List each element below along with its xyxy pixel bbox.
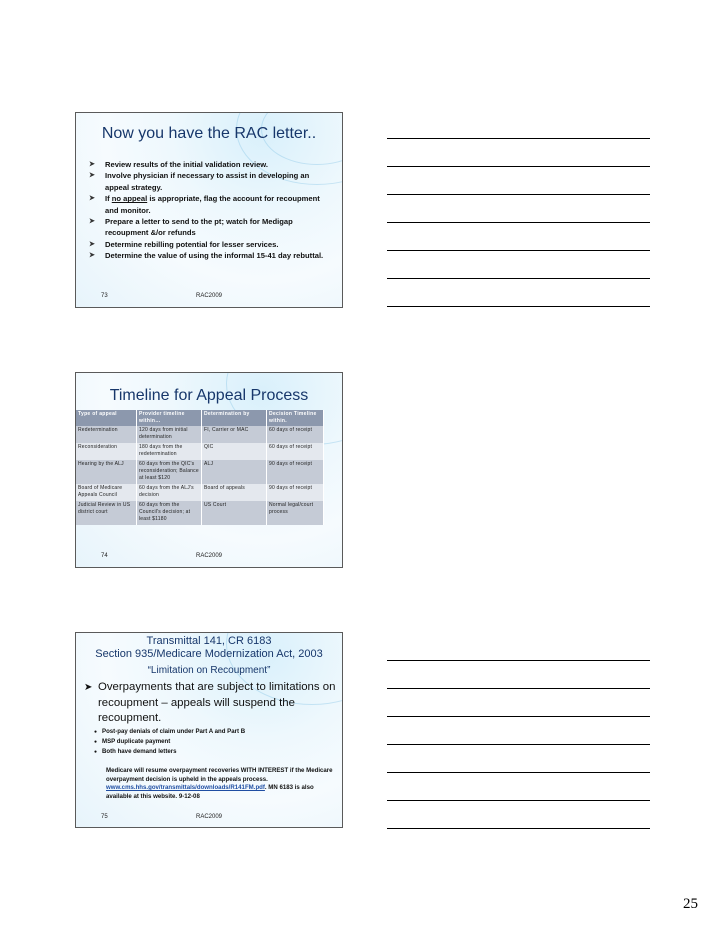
sub-bullet-list [94,727,245,757]
bullet-list [84,159,332,262]
table-cell: Reconsideration [76,443,137,460]
dot-bullet-icon: ● [94,739,98,745]
table-row [76,501,324,525]
table-row [76,484,324,501]
column-header: Determination by [202,410,267,426]
dot-bullet-icon: ● [94,749,98,755]
arrow-bullet-icon: ➤ [89,240,95,248]
arrow-bullet-icon: ➤ [89,172,95,180]
sub-bullet-item: ● MSP duplicate payment [94,738,171,745]
table-row [76,426,324,443]
recoupment-note: Medicare will resume overpayment recoveries WITH INTEREST if the Medicare overpayment decision is upheld in the appeals process. www.cms.hhs.gov/transmittals/downloads/R141FM.pdf. MN 6183 is also available at this website. 9-12-08 [106,767,333,800]
slide-footer: RAC2009 [195,814,222,820]
arrow-bullet-icon: ➤ [89,252,95,260]
table-cell: Board of appeals [202,484,267,501]
column-header: Decision Timeline within. [267,410,324,426]
arrow-bullet-icon: ➤ [89,218,95,226]
main-bullet: ➤ Overpayments that are subject to limitations on recoupment – appeals will suspend the recoupment. [84,681,336,724]
slide-73 [75,112,343,308]
transmittal-link[interactable]: www.cms.hhs.gov/transmittals/downloads/R141FM.pdf [106,784,265,791]
table-cell: 60 days of receipt [267,426,324,443]
bullet-item: ➤ Determine the value of using the informal 15-41 day rebuttal. [89,251,324,261]
slide-75 [75,632,343,828]
table-cell: Board of Medicare Appeals Council [76,484,137,501]
table-row [76,443,324,460]
table-cell: 60 days from the QIC's reconsideration; Balance at least $120 [137,460,202,484]
table-cell: FI, Carrier or MAC [202,426,267,443]
bullet-item: ➤ Involve physician if necessary to assist in developing an appeal strategy. [89,171,310,192]
slide-footer: RAC2009 [195,553,222,559]
table-cell: ALJ [202,460,267,484]
page-number: 25 [683,896,698,912]
table-cell: US Court [202,501,267,525]
bullet-item: ➤ If no appeal is appropriate, flag the account for recoupment and monitor. [89,194,320,215]
table-cell: 90 days of receipt [267,484,324,501]
table-cell: 180 days from the redetermination [137,443,202,460]
table-cell: 60 days of receipt [267,443,324,460]
sub-bullet-item: ● Post-pay denials of claim under Part A and Part B [94,728,246,735]
table-row [76,460,324,484]
table-cell: 120 days from initial determination [137,426,202,443]
appeal-timeline-table [76,410,324,525]
column-header: Provider timeline within… [137,410,202,426]
bullet-item: ➤ Determine rebilling potential for lesser services. [89,239,279,249]
slide-title: Transmittal 141, CR 6183 [146,635,272,647]
table-cell: 60 days from the ALJ's decision [137,484,202,501]
table-cell: 90 days of receipt [267,460,324,484]
arrow-bullet-icon: ➤ [84,682,93,693]
slide-title: Now you have the RAC letter.. [101,125,317,142]
sub-bullet-item: ● Both have demand letters [94,748,177,755]
table-cell: Hearing by the ALJ [76,460,137,484]
arrow-bullet-icon: ➤ [89,195,95,203]
slide-74 [75,372,343,568]
arrow-bullet-icon: ➤ [89,161,95,168]
table-cell: Judicial Review in US district court [76,501,137,525]
table-cell: 60 days from the Council's decision; at least $1180 [137,501,202,525]
table-cell: Redetermination [76,426,137,443]
slide-subtitle: “Limitation on Recoupment” [147,665,271,676]
slide-number: 73 [101,293,108,299]
slide-number: 75 [101,814,108,820]
column-header: Type of appeal [76,410,137,426]
bullet-item: ➤ Prepare a letter to send to the pt; watch for Medigap recoupment &/or refunds [89,217,293,238]
table-cell: QIC [202,443,267,460]
table-cell: Normal legal/court process [267,501,324,525]
slide-footer: RAC2009 [195,293,222,299]
slide-subtitle: Section 935/Medicare Modernization Act, 2003 [95,648,323,660]
table-header-row [76,410,324,426]
slide-number: 74 [101,553,108,559]
bullet-item: ➤ Review results of the initial validation review. [89,160,269,169]
slide-title: Timeline for Appeal Process [109,387,309,404]
dot-bullet-icon: ● [94,729,98,735]
